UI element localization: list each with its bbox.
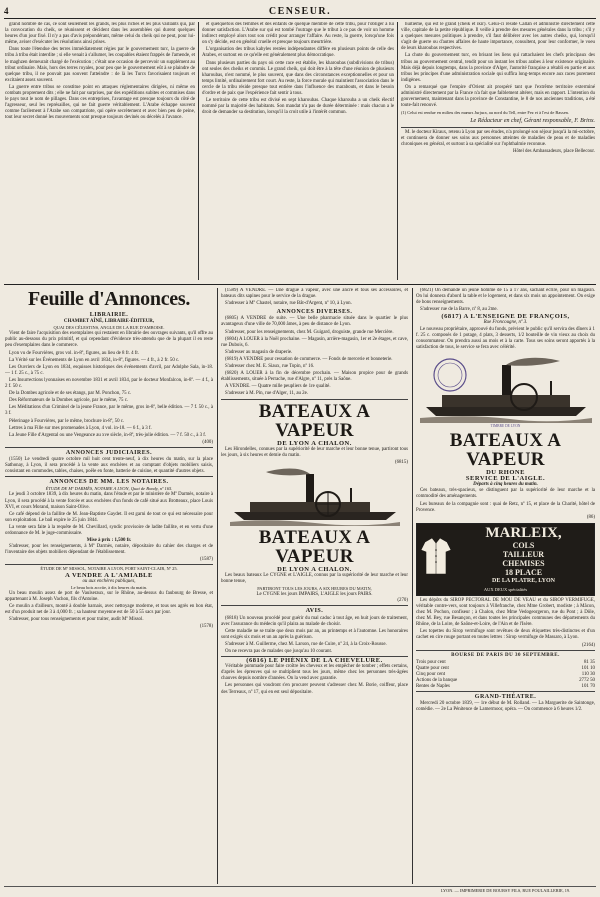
table-cell: Trois pour cent xyxy=(416,659,446,665)
table-cell: Cinq pour cent xyxy=(416,671,446,677)
notary-office: ÉTUDE DE Mº DARMÈS, NOTAIRE A LYON, Quai de Bondy, nº 165. xyxy=(45,486,173,492)
ad-reference: (1578) xyxy=(199,624,213,630)
address-line: Hôtel des Ambassadeurs, place Bellecour. xyxy=(512,148,595,154)
divider xyxy=(221,399,408,400)
top-column-3 xyxy=(401,22,595,280)
paragraph: Le jeudi 3 octobre 1839, à dix heures du matin, dans l'étude et par le ministère de Mº Darmès, notaire à Lyon, il sera procédé à la vente forcée et aux enchères d'un fonds de café situé aux Brotteaux, place Louis XVI, et cours Morand, maison Saint-Olive. xyxy=(5,492,213,510)
editor-signoff: Le Rédacteur en chef, Gérant responsable, F. Brinx. xyxy=(470,118,595,125)
paragraph: Ce café dépend de la faillite de M. Jean-Baptiste Gaydet. Il est garni de tout ce qui est nécessaire pour son exploitation. Le bail expire le 25 juin 1844. xyxy=(5,511,213,523)
ad-headline: (6817) A L'ENSEIGNE DE FRANÇOIS, xyxy=(441,313,570,321)
paragraph: huitième, qui est le grand (cheik et ikir). Celui-ci réside Callah et administre directement cette ville, capitale de la petite république. Il veille à prendre des mesures générales dans la tribu ; s'il y a quelques mesures politiques à prendre, s'il faut délibérer avec les autres cheiks, qui, lorsqu'il s'agit de guerre ou d'autres affaires de haute importance, consultent, pour leur conformer, le voeu de leurs kharoubas respectives. xyxy=(401,22,595,52)
section-title: ANNONCES DE MM. LES NOTAIRES. xyxy=(49,479,169,486)
paragraph: (6818) Un nouveau procédé pour guérir du mal caduc à tout âge, en huit jours de traitement, avec l'assurance du médecin qu'il plaira au malade de choisir. xyxy=(221,615,408,627)
footnote: (1) Celui est rendue en milieu des mœurs Jurjura, au nord du Tell, entre Fez et à l'est de Bassen. xyxy=(401,110,569,116)
ad-subline: PARTIRONT TOUS LES JOURS, A SIX HEURES DU MATIN, xyxy=(257,586,372,592)
paragraph: La vente sera faite à la requête de M. Chevillard, syndic provisoire de ladite faillite, et en vertu d'une ordonnance de M. le juge-commissaire. xyxy=(5,524,213,536)
list-item: Pèlerinage à Fourvières, par le même, brochure in-8º, 50 c. xyxy=(9,418,125,424)
list-item: La Jeune Fille d'Argental ou une Vengeance au xve siècle, in-8º, très-jolie édition. — 7 f. 50 c., à 3 f. xyxy=(9,432,207,438)
paragraph: Cette maladie ne se traite que deux mois par an, au printemps et à l'automne. Les honoraires sont exigés six mois et un an après la guérison. xyxy=(221,628,408,640)
page-number: 4 xyxy=(4,6,9,16)
table-cell: 101 70 xyxy=(581,684,595,690)
paragraph: (6804) A LOUER à la Noël prochaine. — Magasin, arrière-magasin, 1er et 2e étages, et cave, rue Dubois, 6. xyxy=(221,336,408,348)
ad-subline: DE LYON A CHALON. xyxy=(277,439,352,447)
divider xyxy=(5,447,213,448)
paragraph: On a remarqué que l'empire d'Orient ait prospéré tant que l'extrême territoire exterminé administré directement par la France n'a fait que faiblement altérer, mais en rapport. L'intention du gouvernement, maintenant dans la province de Constantine, le 8 de nos anciennes traditions, a été toute-fait renouvé. xyxy=(401,84,595,109)
column-rule xyxy=(412,288,413,884)
divider xyxy=(416,650,595,651)
ad-line: COLS xyxy=(512,540,535,550)
ad-subline: DU RHONE xyxy=(486,469,525,477)
paragraph: (6819) A VENDRE pour cessation de commerce. — Fonds de mercerie et bonneterie. xyxy=(225,356,393,362)
ad-badge: AUX DEUX spécialités xyxy=(483,586,528,592)
imprint: LYON. — IMPRIMERIE DE BOURSY FILS, RUE POULAILLERIE, 19. xyxy=(440,888,571,893)
table-cell: 110 30 xyxy=(581,671,595,677)
ad-subline: Départs à cinq heures du matin. xyxy=(473,482,538,488)
divider xyxy=(221,605,408,606)
paragraph: Mercredi 20 octobre 1839, — 1re début de M. Rolland. — La Marguerite de Saintonge, comédie. — 2e La Pénitence de Lamermoor, opéra. — On commence à 6 heures 1/2. xyxy=(416,701,595,713)
column-rule xyxy=(198,22,199,280)
paragraph: L'organisation des tribus kabyles restées indépendantes diffère en plusieurs points de celle des Arabes, et surtout en ce qu'elle est généralement plus démocratique. xyxy=(202,47,394,59)
paragraph: Ces bateaux, très-spacieux, se distinguent par la supériorité de leur marche et la commodité des aménagements. xyxy=(416,488,595,500)
steamboat-engraving xyxy=(230,468,400,526)
paragraph: et quelquefois des femmes et des enfants de quelque membre de cette tribu, pour l'obliger à lui donner satisfaction. L'Arabe sur qui est tombé l'outrage que le tribut à ce pas de voir un homme indirect employé alors tout son crédit pour arranger l'affaire. Au reste, la guerre, lorsqu'une fois on s'y décide, est en général cruelle et presque toujours meurtrière. xyxy=(202,22,394,46)
ad-reference: (270) xyxy=(397,598,408,604)
ad-subline: ou aux enchères publiques, xyxy=(82,578,136,584)
ad-line: CHEMISES xyxy=(502,558,545,568)
paragraph: A VENDRE. — Quatre mille peupliers de 1re qualité. xyxy=(225,384,331,390)
paragraph: Dans plusieurs parties du pays où cette race est établie, les kharoubas (subdivisions de tribus) ont seules des cheiks et commis. Le grand cheik, qui doit être à la tête d'une réunion de plusieurs kharoubas, n'est nommé, le plus souvent, que dans des circonstances exceptionnelles et pour un temps limité, ordinairement fort court. Au reste, la force morale qui maintient l'association dans le cercle de la tribu réside presque tout entière dans l'influence des marabouts, et dans le besoin d'ordre et de paix que l'expérience fait sentir à tous. xyxy=(202,60,394,97)
paragraph: Ce moulin a d'ailleurs, monté à double harnais, avec nettoyage moderne, et tous ses agrès en bon état, est d'un produit net de 3 à 4,000 fr. ; sa hauteur moyenne est de 50 à 55 sacs par jour. xyxy=(5,604,213,616)
table-row xyxy=(416,684,595,690)
column-rule xyxy=(217,288,218,884)
feuille-title: Feuille d'Annonces. xyxy=(27,288,191,310)
reserve-price: Mise à prix : 1,500 fr. xyxy=(86,538,132,544)
paragraph: (6820) A LOUER à la fin de décembre prochain. — Maison propice pour de grands établissements, située à Perrache, rue d'Algre, nº 11, près la Saône. xyxy=(221,371,408,383)
paragraph: Les personnes qui voudront s'en procurer peuvent s'adresser chez M. Borie, coiffeur, place des Terreaux, nº 17, qui en est seul dépositaire. xyxy=(221,683,408,695)
ad-headline: BATEAUX A VAPEUR xyxy=(258,526,371,567)
divider xyxy=(5,564,213,565)
section-title: BOURSE DE PARIS DU 30 SEPTEMBRE. xyxy=(451,652,560,658)
paragraph: M. le docteur Kiraux, retenu à Lyon par ses études, n'a prolongé son séjour jusqu'à la mi-octobre, et continuera de donner ses soins aux personnes atteintes de maladies de peau et de maladies chroniques en général, et surtout à sa spécialité sur l'ophthalmie reconnue. xyxy=(401,129,595,147)
list-item: Lyon vu de Fourvières, gros vol. in-8º, figures, au lieu de 8 fr. 4 fr. xyxy=(9,350,140,356)
masthead: CENSEUR. xyxy=(268,5,332,17)
paragraph: On ne recevra pas de malades que jusqu'au 10 courant. xyxy=(225,649,333,654)
section-rule xyxy=(4,284,596,285)
paragraph: S'adresser au magasin de draperie. xyxy=(225,349,293,355)
paragraph: S'adresser, pour tous renseignements et pour traiter, audit Mº Missol. xyxy=(9,617,144,623)
divider xyxy=(401,127,595,128)
bookseller-name: CHAMBET AÎNÉ, LIBRAIRE-ÉDITEUR, xyxy=(63,319,155,325)
paragraph: Les topettes du Sirop vermifuge sont revêtues de deux étiquettes très-distinctes et d'un cachet en cire rouge portant en toutes lettres : Sirop vermifuge de Massaro, à Lyon. xyxy=(416,629,595,641)
ad-reference: (1587) xyxy=(199,557,213,563)
paragraph: S'adresser à M. Guillerme, chez M. Larson, rue de Cuire, nº 24, à la Croix-Rousse. xyxy=(225,641,387,647)
paragraph: (1589) A VENDRE. — Une drague à vapeur, avec une ancre et tous ses accessoires, et bateaux dits sapines pour le service de la drague. xyxy=(221,288,408,300)
ad-line: TAILLEUR xyxy=(502,549,545,559)
announcements-column-1 xyxy=(5,288,213,884)
paragraph: Les Hirondelles, connues par la supériorité de leur marche et leur bonne tenue, partiront tous les jours, à six heures et demie du matin. xyxy=(221,446,408,458)
list-item: Des Réformateurs de la Dombes agricole, par le même, 75 c. xyxy=(9,398,129,404)
bourse-table xyxy=(416,660,595,690)
ad-reference: (2164) xyxy=(581,642,595,648)
notary-office: ÉTUDE DE Mº MISSOL, NOTAIRE A LYON, PORT SAINT-CLAIR, Nº 25. xyxy=(40,566,178,572)
table-cell: 101 10 xyxy=(581,665,595,671)
paragraph: Véritable pommade pour faire croître les cheveux et les empêcher de tomber ; effets certains, d'après les épreuves qui se multiplient tous les jours, même chez les personnes très-âgées chauves depuis nombre d'années. On la vend avec garantie. xyxy=(221,664,408,682)
section-title: ANNONCES JUDICIAIRES. xyxy=(65,449,153,456)
shirt-icon xyxy=(419,536,453,576)
table-cell: 2772 50 xyxy=(579,678,595,683)
paragraph: Les beaux bateaux Le CYGNE et L'AIGLE, connus par la supériorité de leur marche et leur bonne tenue, xyxy=(221,572,408,585)
ad-subline: Le CYGNE les jours IMPAIRS, L'AIGLE les jours PAIRS. xyxy=(256,592,373,598)
list-item: Les Méditations d'un Criminel de la jeune France, par le même, gros in-8º, belle édition. — 7 f. 50 c., à 3 f. xyxy=(5,405,213,417)
divider xyxy=(416,691,595,692)
paragraph: (6805) A VENDRE de suite. — Une belle pharmacie située dans le quartier le plus avantageux d'une ville de 70,000 âmes, à peu de distance de Lyon. xyxy=(221,316,408,328)
section-title: AVIS. xyxy=(305,608,324,615)
top-column-1 xyxy=(5,22,195,280)
paragraph: La chute du gouvernement turc, en brisant les liens qui rattachaient les chefs principaux des tribus au gouvernement central, tendit pour un instant les tribus arabes à leur existence originaire. Mais déjà depuis longtemps, dans la province d'Alger, l'autorité française a rétabli en partie et aux tribus les principes d'une administration sociale qui suffira long-temps encore aux races purement indigènes. xyxy=(401,53,595,83)
column-rule xyxy=(397,22,398,280)
paragraph: (1550) Le vendredi quatre octobre mil huit cent trente-neuf, à dix heures du matin, sur la place Sathonay, à Lyon, il sera procédé à la vente aux enchères et au comptant d'objets mobiliers saisis, consistant en commodes, tables, chaises, poêle en fonte, batterie de cuisine, et quantité d'autres objets. xyxy=(5,456,213,475)
top-column-2 xyxy=(202,22,394,280)
stamp-icon xyxy=(434,359,466,391)
paragraph: S'adresser, pour les renseignements, à Mº Darmès, notaire, dépositaire du cahier des charges et de l'inventaire des objets mobiliers dépendant de l'établissement. xyxy=(5,544,213,556)
ad-subline: Le beau bois accrûe, à dix heures du matin. xyxy=(70,584,148,590)
list-item: Lettres à ma Fille sur mes promenades à Lyon, 4 vol. in-18. — 6 f., à 3 f. xyxy=(9,425,152,431)
section-title: GRAND-THÉATRE. xyxy=(474,694,537,701)
paragraph: Le nouveau propriétaire, approuvé du fonds, prévient le public qu'il servira des dîners à 1 f. 25 c. composés de 1 potage, 4 plats, 3 desserts, 1/2 bouteille de vin vieux au choix du consommateur. On prendra aussi au mois et à la carte. Tous ses soins seront apportés à la satisfaction de tous, le service se fera avec célérité. xyxy=(416,326,595,350)
ad-brand: MARLEIX, xyxy=(485,524,562,541)
ad-subline: SERVICE DE L'AIGLE. xyxy=(465,475,546,483)
ad-reference: (86) xyxy=(586,514,595,520)
paragraph: S'adresser à M. Pin, rue d'Alger, 11, au 2e. xyxy=(225,391,309,397)
section-title: ANNONCES DIVERSES. xyxy=(276,309,353,316)
ad-line: 18 PLACE xyxy=(504,567,543,577)
list-item: Les Insurrections lyonnaises en novembre 1831 et avril 1834, par le docteur Monfalcon, in-8º. — 4 f., à 2 f. 50 c. xyxy=(5,377,213,390)
table-cell: Actions de la banque xyxy=(416,678,458,683)
paragraph: Vient de faire l'acquisition des exemplaires qui restaient en librairie des ouvrages suivants, qu'il offre au public au-dessous du prix primitif, et qui cependant d'évidence très-attendu que de la plupart il en reste peu d'exemplaires dans le commerce. xyxy=(5,331,213,349)
stamp-text: TIMBRE DE LYON xyxy=(490,423,521,428)
steamboat-engraving xyxy=(420,353,592,423)
ad-reference: (6815) xyxy=(394,459,408,465)
paragraph: S'adresser à Mº Chastel, notaire, rue Bât-d'Argent, nº 10, à Lyon. xyxy=(225,301,352,307)
table-cell: Quatre pour cent xyxy=(416,665,449,671)
ad-headline: (6816) LE PHÉNIX DE LA CHEVELURE. xyxy=(246,657,383,665)
ad-subline: DE LYON A CHALON. xyxy=(277,565,352,573)
list-item: La Vérité sur les Événements de Lyon en avril 1834, in-8º, figures. — 4 fr., à 2 fr. 50 c. xyxy=(9,357,180,363)
list-item: Les Ouvriers de Lyon en 1834, esquisses historiques des événements d'avril, par Adolphe Sala, in-18. — 1 f. 25 c., à 75 c. xyxy=(5,364,213,376)
announcements-column-2 xyxy=(221,288,408,884)
paragraph: Un beau moulin assez de port de Vaulseraux, sur le Rhône, au-dessus du faubourg de Bresse, et appartenant à M. Joseph Vachon, fils d'Antoine. xyxy=(5,590,213,602)
table-cell: 81 35 xyxy=(583,659,595,665)
section-title: LIBRAIRIE. xyxy=(89,312,129,318)
paragraph: Le territoire de cette tribu est divisé en sept kharoubas. Chaque kharouba a un cheik électif nommé par la majorité des habitants. Son mandat n'a pas de durée déterminée : mais chacun a le droit de demander sa destitution, lorsqu'il la croit utile à l'intérêt commun. xyxy=(202,98,394,116)
announcements-column-3 xyxy=(416,288,595,884)
ad-headline: BATEAUX A VAPEUR xyxy=(258,400,371,441)
paragraph: grand nombre de cas, ce sont seulement les grands, les plus riches et les plus vaillants qui, par la convocation du cheik, se réunissent et décident dans les assemblées qui durent quelques heures d'un jour fixé. Il n'y a pas d'avis prépondérant, même celui du cheik qui ne peut, pour lui-même, aviser d'exécuter les résolutions ainsi prises. xyxy=(5,22,195,46)
ad-reference: (400) xyxy=(202,439,213,445)
footer-rule xyxy=(4,886,596,887)
paragraph: S'adresser rue de la Barre, nº 8, au 2me. xyxy=(420,307,498,313)
divider xyxy=(5,476,213,477)
ad-subline: Rue Froncougne, nº 3. xyxy=(483,320,528,326)
paragraph: Dans toute l'étendue des terres immédiatement régies par le gouvernement turc, la guerre de tribu à tribu était interdite ; si elle venait à s'allumer, les coupables étaient frappés de l'amende, et le maghzen demeurait chargé de l'exécution ; c'était une occasion de percevoir un supplément au tribut ordinaire. Mais, hors des terres royales, pour peu que le gouvernement eût à se plaindre de quelque tribu, il ne pouvait pas souvent l'atteindre : de là les Turcs favorisaient toujours et excitaient assez souvent. xyxy=(5,47,195,83)
ad-headline: BATEAUX A VAPEUR xyxy=(449,430,562,471)
list-item: De la Dombes agricole et de ses étangs, par M. Ponchon, 75 c. xyxy=(9,391,132,397)
marleix-advertisement xyxy=(416,523,595,596)
ad-line: DE LA PLATRE, LYON xyxy=(491,577,555,584)
page-header xyxy=(4,4,596,19)
paragraph: La guerre entre tribus se constitue point en attaques réglementaires dirigées, ni même en combats proprement dits ; elle ne fait par surprises, par des expéditions subites et commises dans le pays tout le nom de pillages. Dans ces entreprises, l'avantage est presque toujours du côté de l'agresseur, seul les représailles, qui ne fait guerre véritablement. L'Arabe échappe souvent comme facilement à l'Arabe son compatriote, qui opère secrètement et avec bien peu de peine, tout leur secret donné les mouvements sont presque toujours devinés ou décelés à l'avance. xyxy=(5,84,195,121)
table-cell: Rentes de Naples xyxy=(416,684,450,690)
paragraph: (6821) On demande un jeune homme de 15 à 17 ans, sachant écrire, pour un magasin. On lui donnera d'abord la table et le logement, et dans six mois un appointement. On exige de bons renseignements. xyxy=(416,288,595,306)
bookseller-address: QUAI DES CÉLESTINS, ANGLE DE LA RUE D'AMBOISE. xyxy=(53,325,165,331)
paragraph: S'adresser, pour les renseignements, chez M. Guigard, droguiste, grande rue Mercière. xyxy=(225,329,394,335)
ad-headline: A VENDRE A L'AMIABLE xyxy=(65,571,153,579)
paragraph: Les bureaux de la compagnie sont : quai de Retz, nº 15, et place de la Charité, hôtel de Provence. xyxy=(416,501,595,513)
paragraph: Les dépôts du SIROP PECTORAL DE MOU DE VEAU et du SIROP VERMIFUGE, véritable contre-vers, sont toujours à Villefranche, chez Mme Grobert, modiste ; à Mâcon, chez M. Pochon, confiseur ; à Chalon, chez Mme Vedogeorgeron, rue du Pont ; à Dôle, chez M. Bey, rue Besançon, et dans toutes les principales communes des départements du Rhône, de la Loire, de Saône-et-Loire, de l'Ain et de l'Isère. xyxy=(416,597,595,628)
paragraph: S'adresser chez M. E. Siaux, rue Topin, nº 16. xyxy=(225,364,315,370)
